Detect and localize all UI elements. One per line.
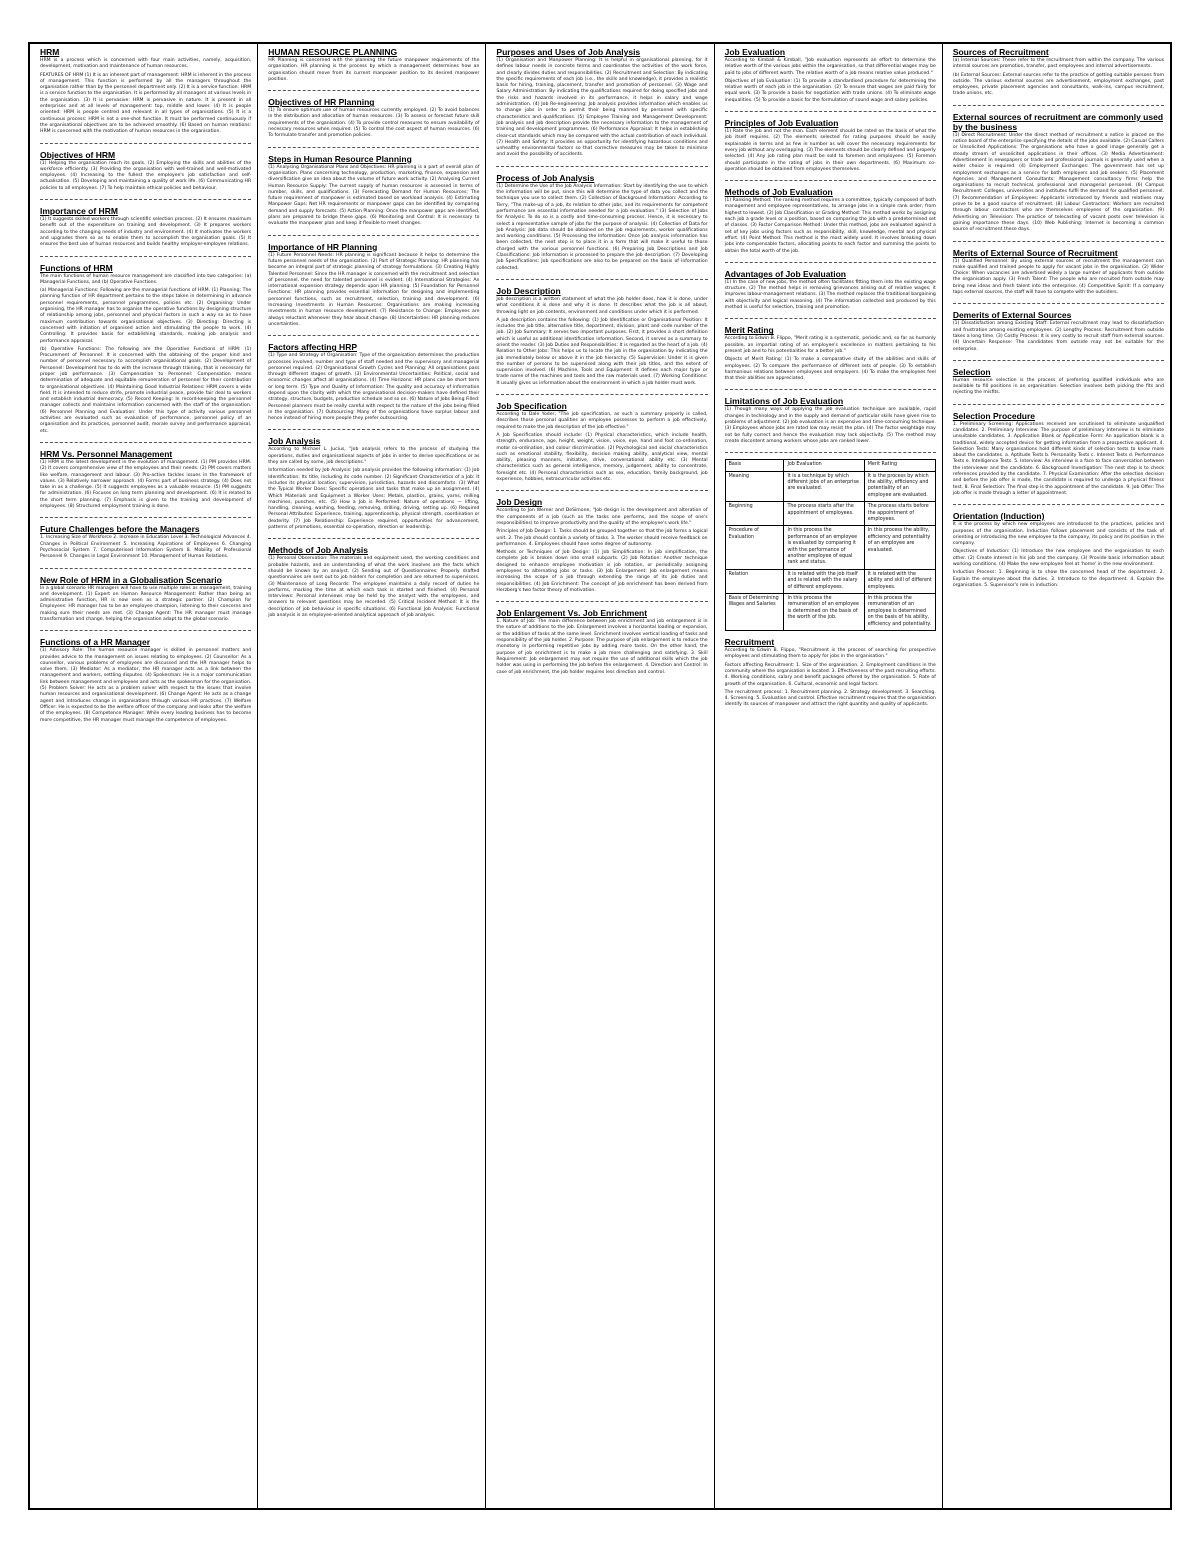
column-2 bbox=[258, 44, 486, 1508]
section-heading: Process of Job Analysis bbox=[496, 172, 595, 183]
section-paragraph: (1) Advisory Role: The human resource manager is skilled in personnel matters and provides advice to the management on issues relating to employees. (2) Counsellor: As a counsellor, various problems of employees are discussed and the HR manager helps to solve them. (3) Mediator: As a mediator, the HR manager acts as a link between the management and workers, settling disputes. (4) Spokesman: He is a major communication link between management and employees and acts as the spokesman for the organisation. (5) Problem Solver: He acts as a problem solver with respect to the issues that involve human resources and organisational development. (6) Change Agent: He acts as a change agent and introduces change in organisations through various HR practices. (7) Welfare Officer: He is expected to be the welfare officer of the company and looks after the welfare of the employees. (8) Competence Manager: While every leading business has to become more competitive, the HR manager must manage the competence of employees. bbox=[40, 648, 252, 723]
section-heading: Objectives of HRM bbox=[40, 149, 116, 160]
section-paragraph: In a global scenario HR managers will have to use multiple roles as management, training and development. (1) Expert on Human Resource Management: Rather than being an administrative function, HR is now seen as a strategic partner. (2) Champion for Employees: HR manager has to be an employee champion, listening to their concerns and making sure their needs are met. (3) Change Agent: The HR manager must manage transformation and change, helping the organisation adapt to the global scenario. bbox=[40, 585, 252, 622]
section bbox=[40, 263, 251, 443]
section-heading: Principles of Job Evaluation bbox=[724, 118, 839, 129]
section-paragraph: (b) Operative Functions: The following are the Operative Functions of HRM: (1) Procurement of Personnel: It is concerned with the obtaining of the proper kind and number of personnel necessary to accomplish organisational goals. (2) Development of Personnel: Development has to do with the increase through training, that is necessary for proper job performance. (3) Compensation to Personnel: Compensation means determination of adequate and equitable remuneration of personnel for their contribution to organisational objectives. (4) Maintaining Good Industrial Relations: HRM covers a wide field. It is intended to reduce strife, promote industrial peace, provide fair deal to workers and establish industrial democracy. (5) Record Keeping: In record-keeping the personnel manager collects and maintains information concerned with the staff of the organisation. (6) Personnel Planning and Evaluation: Under this type of activity various personnel activities are evaluated such as evaluation of performance, personnel policy of an organisation and its practices, personnel audit, morale survey and performance appraisal, etc. bbox=[40, 346, 252, 434]
section-paragraph: Methods or Techniques of Job Design: (1) Job Simplification: In job simplification, the complete job is broken down into small subparts. (2) Job Rotation: Another technique designed to enhance employee motivation is job rotation, or periodically assigning employees to alternating jobs or tasks. (3) Job Enlargement: Job enlargement means increasing the scope of a job through extending the range of its job duties and responsibilities. (4) Job Enrichment: The concept of job enrichment has been derived from Herzberg's two factor theory of motivation. bbox=[496, 550, 708, 593]
section-paragraph: Objectives of Job Evaluation: (1) To provide a standardised procedure for determining the relative worth of each job in the organisation. (2) To ensure that wages are paid fairly for equal work. (3) To provide a basis for negotiation with trade unions. (4) To eliminate wage inequalities. (5) To provide a basis for the formulation of sound wage and salary policies. bbox=[724, 78, 936, 103]
section bbox=[40, 449, 251, 518]
section-paragraph: 1. Preliminary Screening: Applications received are scrutinised to eliminate unqualified candidates. 2. Preliminary Interview: The purpose of preliminary interview is to eliminate unsuitable candidates. 3. Application Blank or Application Form: An application blank is a traditional, widely accepted device for getting information from a prospective applicant. 4. Selection Tests: Many organisations hold different kinds of selection tests to know more about the candidates. a. Aptitude Tests b. Personality Tests c. Interest Tests d. Performance Tests e. Intelligence Tests. 5. Interview: An interview is a face to face conversation between the interviewer and the candidate. 6. Background Investigation: The next step is to check references provided by the candidate. 7. Physical Examination: After the selection decision and before the job offer is made, the candidate is required to undergo a physical fitness test. 8. Final Selection: The final step is the appointment of the candidate. 9. Job Offer: The job offer is made through a letter of appointment. bbox=[952, 421, 1165, 496]
section-paragraph: (1) To ensure optimum use of human resources currently employed. (2) To avoid balances in the distribution and allocation of human resources. (3) To assess or forecast future skill requirements of the organisation. (4) To provide control measures to ensure availability of necessary resources when required. (5) To control the cost aspect of human resources. (6) To formulate transfer and promotion policies. bbox=[268, 108, 480, 139]
section bbox=[725, 637, 936, 716]
section-heading: Merit Rating bbox=[724, 325, 774, 336]
section-paragraph: (1) Analysing Organisational Plans and Objectives: HR planning is a part of overall plan of organisation. Plans concerning technology, production, marketing, finance, expansion and diversification give an idea about the volume of future work activity. (2) Analysing Current Human Resource Supply: The current supply of human resources is assessed in terms of number, skills, and qualifications. (3) Forecasting Demand for Human Resources: The future requirement of manpower is estimated based on workload analysis. (4) Estimating Manpower Gaps: Net HR requirements or manpower gaps can be identified by comparing demand and supply forecasts. (5) Action Planning: Once the manpower gaps are identified, plans are prepared to bridge these gaps. (6) Monitoring and Control: It is necessary to evaluate the manpower plan and keep it flexible to meet changes. bbox=[268, 164, 480, 227]
section-paragraph: (a) Internal Sources: These refer to the recruitment from within the company. The various internal sources are promotion, transfer, past employees and internal advertisements. bbox=[952, 58, 1165, 70]
table-cell: Beginning bbox=[725, 502, 784, 526]
section-heading: Functions of HRM bbox=[40, 262, 113, 273]
section-paragraph: HRM is a process which is concerned with four main activities, namely, acquisition, development, motivation and maintenance of human resources. bbox=[40, 58, 252, 70]
section-heading: Functions of a HR Manager bbox=[40, 637, 151, 648]
section-heading: Objectives of HR Planning bbox=[268, 97, 375, 108]
section-paragraph: According to Dale Yoder, "The job specification, as such a summary properly is called, describes those personal qualities an employee possesses to perform a job effectively, required to make the job description of the job effective." bbox=[496, 412, 708, 430]
section-heading: HRM bbox=[40, 47, 60, 57]
section-heading: Job Enlargement Vs. Job Enrichment bbox=[496, 608, 648, 619]
table-row bbox=[725, 526, 935, 569]
section bbox=[40, 524, 251, 568]
section bbox=[268, 47, 479, 91]
section-heading: Orientation (Induction) bbox=[952, 511, 1045, 522]
section-paragraph: (b) External Sources: External sources refer to the practice of getting suitable persons from outside. The various external sources are advertisement, employment exchanges, past employees, private placement agencies and consultants, walk-ins, campus recruitment, trade unions, etc. bbox=[952, 72, 1165, 97]
section-heading: HRM Vs. Personnel Management bbox=[40, 448, 173, 459]
section-heading: Job Description bbox=[496, 285, 561, 296]
section-paragraph: (1) Qualified Personnel: By using external sources of recruitment the management can make qualified and trained people to apply for vacant jobs in the organisation. (2) Wider Choice: When vacancies are advertised widely a large number of applicants from outside the organisation apply. (3) Fresh Talent: The people who are recruited from outside may bring new ideas and fresh talent into the enterprise. (4) Competitive Spirit: If a company taps external sources, the staff will have to compete with the outsiders. bbox=[952, 258, 1165, 296]
table-cell: In this process the ability, efficiency and potentiality of an employee are evaluated. bbox=[864, 526, 935, 569]
section-paragraph: Job description is a written statement of what the job holder does, how it is done, under what conditions it is done and why it is done. It describes what the job is all about, throwing light on job contents, environment and conditions under which it is performed. bbox=[496, 296, 708, 315]
table-cell: Procedure of Evaluation bbox=[725, 526, 784, 569]
section bbox=[953, 248, 1164, 305]
study-sheet bbox=[28, 42, 1172, 1510]
section-heading: External sources of recruitment are commonly used by the business bbox=[952, 111, 1164, 132]
section bbox=[268, 545, 479, 626]
table-row bbox=[725, 594, 935, 631]
section bbox=[725, 325, 936, 390]
section-paragraph: Human resource selection is the process of preferring qualified individuals who are available to fill positions in an organisation. Selection involves both picking the fits and rejecting the misfits. bbox=[952, 377, 1165, 396]
table-row bbox=[725, 502, 935, 526]
table-cell: In this process the remuneration of an employee is determined on the basis of his ability, efficiency and potentiality. bbox=[864, 594, 935, 631]
section bbox=[725, 396, 936, 453]
table-cell: In this process the remuneration of an employee is determined on the basis of the worth of the job. bbox=[784, 594, 864, 631]
section-heading: Importance of HR Planning bbox=[268, 241, 378, 252]
section-paragraph: Induction Process: 1. Beginning is to show the concerned head of the department. 2. Explain the employee about the duties. 3. Introduce to the department. 4. Explain the organisation. 5. Supervisor's role in induction. bbox=[952, 570, 1165, 588]
section bbox=[40, 150, 251, 200]
table-header-cell: Job Evaluation bbox=[784, 460, 864, 471]
section-heading: Recruitment bbox=[724, 637, 775, 648]
section-paragraph: (1) Direct Recruitment: Under the direct method of recruitment a notice is placed on the notice board of the enterprise specifying the details of the jobs available. (2) Casual Callers or Unsolicited Applications: The organisations who have a good image generally get a steady stream of unsolicited applications in their offices. (3) Media Advertisement: Advertisement in newspapers or trade and professional journals is generally used when a wider choice is required. (4) Employment Exchanges: The government has set up employment exchanges as a service for both employers and job seekers. (5) Placement Agencies and Management Consultants: Management consultancy firms help the organisations to recruit technical, professional and managerial personnel. (6) Campus Recruitment: Colleges, universities and institutes fulfil the demand for qualified personnel. (7) Recommendation of Employees: Applicants introduced by friends and relatives may prove to be a good source of recruitment. (8) Labour Contractors: Workers are recruited through labour contractors who are themselves employees of the organisation. (9) Advertising on Television: The practice of telecasting of vacant posts over television is gaining importance these days. (10) Web Publishing: Internet is becoming a common source of recruitment these days. bbox=[952, 132, 1165, 233]
section bbox=[496, 401, 707, 491]
section-heading: Demerits of External Sources bbox=[952, 310, 1072, 321]
section-heading: Steps in Human Resource Planning bbox=[268, 153, 412, 164]
section-heading: Purposes and Uses of Job Analysis bbox=[496, 47, 641, 57]
section-paragraph: The main functions of human resource management are classified into two categories: (a) Managerial Functions, and (b) Operative Functions. bbox=[40, 273, 252, 285]
section bbox=[268, 97, 479, 147]
table-header-row bbox=[725, 460, 935, 471]
section bbox=[40, 47, 251, 144]
table-cell: In this process the performance of an employee is evaluated by comparing it with the performance of another employee of equal rank and status. bbox=[784, 526, 864, 569]
section bbox=[725, 118, 936, 181]
table-header-cell: Merit Rating bbox=[864, 460, 935, 471]
table-cell: It is a technique by which different jobs of an enterprise are evaluated. bbox=[784, 471, 864, 502]
section-paragraph: 1. Nature of Job: The main difference between job enrichment and job enlargement is in the nature of additions to the job. Enlargement involves a horizontal loading or expansion, or the addition of tasks at the same level. Enrichment involves vertical loading of tasks and responsibility of the job holder. 2. Purpose: The purpose of job enlargement is to reduce the monotony in performing repetitive jobs by adding more tasks. On the other hand, the purpose of job enrichment is to make a job more challenging and satisfying. 3. Skill Requirement: Job enlargement may not require the use of additional skills which the job holder was using in performing the job before the enlargement. 4. Direction and Control: In case of job enrichment, the job holder requires less direction and control. bbox=[496, 619, 708, 675]
section-paragraph: It is the process by which new employees are introduced to the practices, policies and purposes of the organisation. Induction follows placement and consists of the task of orienting or introducing the new employee to the company, its policy and its position in the company. bbox=[952, 522, 1165, 547]
section-paragraph: (1) It suggests skilled workers through scientific selection process. (2) It ensures maximum benefit out of the expenditure on training and development. (3) It prepares workers according to the changing needs of industry and environment. (4) It motivates the workers and upgrades them so as to enable them to accomplish the organisation goals. (5) It ensures the best use of human resources and builds healthy employer-employee relations. bbox=[40, 217, 252, 248]
section-heading: Limitations of Job Evaluation bbox=[724, 396, 844, 407]
section-paragraph: (1) Personal Observation: The materials and equipment used, the working conditions and probable hazards, and an understanding of what the work involves are the facts which should be known by an analyst. (2) Sending out of Questionnaires: Properly drafted questionnaires are sent out to job holders for completion and are returned to supervisors. (3) Maintenance of Long Records: The employee maintains a daily record of duties he performs, marking the time at which each task is started and finished. (4) Personal Interviews: Personal interviews may be held by the analyst with the employees, and answers to relevant questions may be recorded. (5) Critical Incident Method: It is the description of job behaviour in specific situations. (6) Functional Job Analysis: Functional job analysis is an employee-oriented analytical approach of job analysis. bbox=[268, 556, 480, 618]
table-row bbox=[725, 471, 935, 502]
section-heading: Job Analysis bbox=[268, 436, 321, 447]
section-heading: Merits of External Source of Recruitment bbox=[952, 247, 1118, 258]
section bbox=[953, 367, 1164, 405]
section-heading: Job Evaluation bbox=[724, 47, 786, 57]
section-heading: New Role of HRM in a Globalisation Scenario bbox=[40, 574, 222, 585]
section-paragraph: (1) Rate the job and not the man. Each element should be rated on the basis of what the job itself requires. (2) The elements selected for rating purposes should be easily explainable in terms and as few in number as will cover the necessary requirements for every job without any overlapping. (3) The elements should be clearly defined and properly selected. (4) Any job rating plan must be sold to foremen and employees. (5) Foremen should participate in the rating of jobs in their own departments. (6) Maximum co-operation should be obtained from employees themselves. bbox=[724, 129, 936, 172]
section bbox=[725, 269, 936, 319]
section-heading: Future Challenges before the Managers bbox=[40, 524, 200, 535]
section-heading: Job Design bbox=[496, 497, 543, 508]
section-paragraph: Information needed by Job Analysis: Job analysis provides the following information: (1) Job Identification: Its title, including its code number. (2) Significant Characteristics of a Job: It includes its physical location, supervision, jurisdiction, hazards and discomforts. (3) What the Typical Worker Does: Specific operations and tasks that make up an assignment. (4) Which Materials and Equipment a Worker Uses: Metals, plastics, grains, yarns, milling machines, punches, etc. (5) How a Job is Performed: Nature of operations — lifting, handling, cleaning, washing, feeding, removing, drilling, driving, setting up. (6) Required Personal Attributes: Experience, training, apprenticeship, physical strength, coordination or dexterity. (7) Job Relationship: Experience required, opportunities for advancement, patterns of promotions, essential co-operation, direction or leadership. bbox=[268, 468, 480, 531]
comparison-table bbox=[725, 459, 936, 631]
table-cell: Basis of Determining Wages and Salaries bbox=[725, 594, 784, 631]
column-1 bbox=[30, 44, 258, 1508]
section-paragraph: According to Jon Werner and DeSimone, "Job design is the development and alteration of the components of a job (such as the tasks one performs, and the scope of one's responsibilities) to improve productivity and the quality of the employee's work life." bbox=[496, 508, 708, 526]
section-heading: Selection Procedure bbox=[952, 410, 1036, 421]
section-paragraph: (1) Ranking Method: The ranking method requires a committee, typically composed of both management and employee representatives, to arrange jobs in a simple rank order, from highest to lowest. (2) Job Classification or Grading Method: This method works by assigning each job a grade level or a position, based on comparing the job with a predetermined set of classes. (3) Factor Comparison Method: Under this method, jobs are evaluated against a set of key jobs using factors such as responsibility, skill, knowledge, mental and physical effort. (4) Point Method: This method is the most widely used. It involves breaking down jobs into compensable factors, allocating points to each factor and summing the points to obtain the total worth of the job. bbox=[724, 198, 936, 254]
section-heading: Selection bbox=[952, 366, 991, 377]
section-heading: HUMAN RESOURCE PLANNING bbox=[268, 47, 398, 57]
section bbox=[725, 47, 936, 112]
section bbox=[40, 637, 251, 731]
section-paragraph: A job description contains the following: (1) Job Identification or Organisational Position: It includes the job title, alternative title, department, division, plant and code number of the job. (2) Job Summary: It serves two important purposes. First, it provides a short definition which is useful as additional identification information. Second, it serves as a summary to orient the reader. (3) Job Duties and Responsibilities: It is regarded as the heart of a job. (4) Relation to Other Jobs: This helps us to locate the job in the organisation by indicating the job immediately below or above it in the job hierarchy. (5) Supervision: Under it is given the number of persons to be supervised along with their job titles, and the extent of supervision involved. (6) Machine, Tools and Equipment: It defines each major type or trade name of the machines and tools and the raw materials used. (7) Working Conditions: It usually gives us information about the environment in which a job holder must work. bbox=[496, 317, 708, 386]
table-cell: Relation bbox=[725, 569, 784, 593]
section bbox=[496, 286, 707, 395]
section-paragraph: 1. Increasing Size of Workforce 2. Increase in Education Level 3. Technological Advances 4. Changes in Political Environment 5. Increasing Aspirations of Employees 6. Changing Psychosocial System 7. Computerised Information System 8. Mobility of Professional Personnel 9. Changes in Legal Environment 10. Management of Human Relations. bbox=[40, 535, 252, 560]
section-paragraph: A Job Specification should include: (1) Physical characteristics, which include health, strength, endurance, age, height, weight, vision, voice, eye, hand and foot co-ordination, motor co-ordination, and colour discrimination. (2) Psychological and social characteristics such as emotional stability, flexibility, decision making ability, analytical view, mental ability, pleasing manners, initiative, drive, conversational ability etc. (3) Mental characteristics such as general intelligence, memory, judgement, ability to concentrate, foresight etc. (4) Personal characteristics such as sex, education, family background, job experience, hobbies, extracurricular activities etc. bbox=[496, 432, 708, 483]
section-paragraph: FEATURES OF HRM (1) It is an inherent part of management: HRM is inherent in the process of management. This function is performed by all the managers throughout the organisation rather than by the personnel department only. (2) It is a service function: HRM is a service function to the organisation. It is performed by all managers at various levels in the organisation. (3) It is pervasive: HRM is pervasive in nature. It is present in all enterprises and at all levels of management: top, middle and lower. (4) It is people oriented: HRM is people centred and relevant in all types of organisations. (5) It is a continuous process: HRM is not a one-shot function. It must be performed continuously if the organisational objectives are to be achieved smoothly. (6) Based on human relations: HRM is concerned with the motivation of human resources in the organisation. bbox=[40, 72, 252, 135]
section-paragraph: (1) Type and Strategy of Organisation: Type of the organisation determines the production processes involved, number and type of staff needed and the supervisory and managerial personnel required. (2) Organisational Growth Cycles and Planning: All organisations pass through different stages of growth. (3) Environmental Uncertainties: Political, social and economic changes affect all organisations. (4) Time Horizons: HR plans can be short term or long term. (5) Type and Quality of Information: The quality and accuracy of information depend upon the clarity with which the organisational decision-makers have defined their strategy, structure, budgets, production schedule and so on. (6) Nature of Jobs Being Filled: Personnel planners must be really careful with respect to the nature of the jobs being filled in the organisation. (7) Outsourcing: Many of the organisations have surplus labour and hence instead of hiring more people they prefer outsourcing. bbox=[268, 353, 480, 422]
section-heading: Importance of HRM bbox=[40, 206, 118, 217]
section bbox=[953, 112, 1164, 242]
section bbox=[268, 436, 479, 539]
section-paragraph: (a) Managerial Functions: Following are the managerial functions of HRM. (1) Planning: The planning function of HR department pertains to the steps taken in determining in advance personnel requirements, personnel programmes, policies etc. (2) Organising: Under organising, the HR manager has to organise the operative functions by designing structure of relationship among jobs, personnel and physical factors in such a way so as to have maximum contribution towards organisational objectives. (3) Directing: Directing is concerned with initiation of organised action and stimulating the people to work. (4) Controlling: It provides basis for establishing standards, making job analysis and performance appraisal. bbox=[40, 288, 252, 344]
section-paragraph: The recruitment process: 1. Recruitment planning. 2. Strategy development. 3. Searching. 4. Screening. 5. Evaluation and control. Effective recruitment requires that the organisation identify its sources of manpower and attract the right quantity and quality of applicants. bbox=[724, 689, 936, 708]
section-paragraph: According to Kimball & Kimball, "Job evaluation represents an effort to determine the relative worth of the various jobs within the organisation, so that differential wages may be paid to jobs of different worth. The relative worth of a job means relative value produced." bbox=[724, 58, 936, 76]
section-heading: Job Specification bbox=[496, 401, 567, 412]
section-paragraph: (1) Though many ways of applying the job evaluation technique are available, rapid changes in technology and in the supply and demand of particular skills have given rise to problems of adjustment. (2) Job evaluation is an expensive and time-consuming technique. (3) Employees whose jobs are rated low may resist the plan. (4) The factor weightage may not be fully correct and hence the evaluation may lack objectivity. (5) The method may create discontent among workers whose jobs are ranked lower. bbox=[724, 407, 936, 444]
table-cell: Meaning bbox=[725, 471, 784, 502]
section bbox=[953, 47, 1164, 106]
section-paragraph: (1) Helping the organisation reach its goals. (2) Employing the skills and abilities of the workforce efficiently. (3) Providing the organisation with well-trained and well-motivated employees. (4) Increasing to the fullest the employee's job satisfaction and self-actualisation. (5) Developing and maintaining a quality of work life. (6) Communicating HR policies to all employees. (7) To help maintain ethical policies and behaviour. bbox=[40, 160, 252, 191]
section bbox=[496, 173, 707, 280]
section-paragraph: (1) Dissatisfaction among Existing Staff: External recruitment may lead to dissatisfaction and frustration among existing employees. (2) Lengthy Process: Recruitment from outside takes a long time. (3) Costly Process: It is very costly to recruit staff from external sources. (4) Uncertain Response: The candidates from outside may not be suitable for the enterprise. bbox=[952, 321, 1165, 352]
section-paragraph: HR Planning is concerned with the planning the future manpower requirements of the organisation. HR planning is the process by which a management determines how an organisation should move from its current manpower position to its desired manpower position. bbox=[268, 58, 480, 82]
table-cell: It is the process by which the ability, efficiency and potentiality of an employee are evaluated. bbox=[864, 471, 935, 502]
section bbox=[953, 411, 1164, 506]
section bbox=[496, 497, 707, 602]
section bbox=[40, 206, 251, 256]
section bbox=[40, 575, 251, 632]
table-cell: It is related with the ability and skill of different employees. bbox=[864, 569, 935, 593]
section-paragraph: (1) HRM is the latest development in the evolution of management. (1) PM provides HRM. (2) It covers comprehensive view of the employees and their needs. (2) PM covers matters like welfare, management and labour. (3) Pro-active tackles issues in the framework of values. (3) Relatively narrower approach. (4) Forms part of business strategy. (4) Does not take in as a challenge. (5) It suggests employees as a valuable resource. (5) PM suggests for administration. (6) Focuses on long term planning and development. (6) It is related to the short term planning. (7) Emphasis is given to the training and development of employees. (8) Structured employment training is done. bbox=[40, 459, 252, 510]
table-cell: The process starts before the appointment of employees. bbox=[864, 502, 935, 526]
column-3 bbox=[486, 44, 714, 1508]
section bbox=[268, 154, 479, 236]
section-heading: Methods of Job Evaluation bbox=[724, 187, 833, 198]
section-paragraph: (1) In the case of new jobs, the method often facilitates fitting them into the existing wage structure. (2) The method helps in removing grievances arising out of relative wages; it improves labour-management relations. (3) The method replaces the traditional bargaining with objectivity and logical reasoning. (4) The information collected and produced by this method is useful for selection, training and promotion. bbox=[724, 279, 936, 311]
table-header-cell: Basis bbox=[725, 460, 784, 471]
section bbox=[268, 242, 479, 337]
section-paragraph: According to Michael L. Jucius, "Job analysis refers to the process of studying the operations, duties and organisational aspects of jobs in order to derive specifications or as they are called by some, job descriptions." bbox=[268, 447, 480, 466]
section-heading: Advantages of Job Evaluation bbox=[724, 268, 846, 279]
section-paragraph: Objects of Merit Rating: (1) To make a comparative study of the abilities and skills of employees. (2) To compare the performance of different sets of people. (3) To establish harmonious relations between employees and employers. (4) To make the employees feel that their abilities are appreciated. bbox=[724, 357, 936, 382]
section bbox=[953, 310, 1164, 360]
section bbox=[953, 511, 1164, 596]
section-heading: Methods of Job Analysis bbox=[268, 545, 369, 556]
section-paragraph: (1) Determine the Use of the Job Analysis Information: Start by identifying the use to which the information will be put, since this will determine the type of data you collect and the technique you use to collect them. (2) Collection of Background Information: According to Terry, "The make-up of a job, its relation to other jobs, and its requirements for competent performance are essential information needed for a job evaluation." (3) Selection of Jobs for Analysis: To do so is a costly and time-consuming process. Hence, it is necessary to select a representative sample of jobs for the purpose of analysis. (4) Collection of Data for Job Analysis: Job data should be obtained on the job requirements, worker qualifications and working conditions. (5) Processing the Information: Once job analysis information has been collected, the next step is to place it in a form that will make it useful to those charged with the various personnel functions. (6) Preparing Job Descriptions and Job Classifications: Job information is processed to prepare the job description. (7) Developing Job Specifications: Job specifications are also to be prepared on the basis of information collected. bbox=[496, 183, 708, 271]
section-heading: Sources of Recruitment bbox=[952, 47, 1049, 57]
column-5 bbox=[943, 44, 1170, 1508]
section bbox=[268, 342, 479, 430]
table-cell: The process starts after the appointment of employees. bbox=[784, 502, 864, 526]
section-paragraph: Objectives of Induction: (1) Introduce the new employee and the organisation to each other. (2) Create interest in his job and the company. (3) Provide basic information about working conditions. (4) Make the new employee feel at 'home' in the new environment. bbox=[952, 549, 1165, 568]
section bbox=[496, 47, 707, 167]
section-paragraph: According to Edwin B. Flippo, "Merit rating is a systematic, periodic and, so far as humanly possible, an impartial rating of an employee's excellence in matters pertaining to his present job and to his potentialities for a better job." bbox=[724, 336, 936, 354]
column-4 bbox=[715, 44, 943, 1508]
section-paragraph: According to Edwin B. Flippo, "Recruitment is the process of searching for prospective employees and stimulating them to apply for jobs in the organisation." bbox=[724, 648, 936, 660]
section-paragraph: Principles of Job Design: 1. Tasks should be grouped together so that the job forms a logical unit. 2. The job should contain a variety of tasks. 3. The worker should receive feedback on performance. 4. Employees should have some degree of autonomy. bbox=[496, 529, 708, 547]
section-heading: Factors affecting HRP bbox=[268, 342, 357, 353]
section-paragraph: Factors affecting Recruitment: 1. Size of the organisation. 2. Employment conditions in the community where the organisation is located. 3. Effectiveness of the past recruiting efforts. 4. Working conditions, salary and benefit packages offered by the organisation. 5. Rate of growth of the organisation. 6. Cultural, economic and legal factors. bbox=[724, 662, 936, 687]
section-paragraph: (1) Organisation and Manpower Planning: It is helpful in organisational planning, for it defines labour needs in concrete terms and coordinates the activities of the work force, and clearly divides duties and responsibilities. (2) Recruitment and Selection: By indicating the specific requirements of each job (i.e., the skills and knowledge), it provides a realistic basis for hiring, training, placement, transfer and promotion of personnel. (3) Wage and Salary Administration: By indicating the qualifications required for doing specified jobs and the risks and hazards involved in its performance, it helps in salary and wage administration. (4) Job Re-engineering: Job analysis provides information which enables us to change jobs in order to permit their being manned by personnel with specific characteristics and qualifications. (5) Employee Training and Management Development: Job analysis and job description provide the necessary information to the management of training and development programmes. (6) Performance Appraisal: It helps in establishing clear-cut standards which may be compared with the actual contribution of each individual. (7) Health and Safety: It provides an opportunity for identifying hazardous conditions and unhealthy environmental factors so that corrective measures may be taken to minimise and avoid the possibility of accidents. bbox=[496, 58, 708, 158]
section bbox=[496, 608, 707, 683]
table-row bbox=[725, 569, 935, 593]
table-cell: It is related with the job itself and is related with the salary of different employees. bbox=[784, 569, 864, 593]
section-paragraph: (1) Future Personnel Needs: HR planning is significant because it helps to determine the future personnel needs of the organisation. (2) Part of Strategic Planning: HR planning has become an integral part of strategic planning of strategy formulations. (3) Creating Highly Talented Personnel: Since the HR manager is concerned with the recruitment and selection of personnel, the need for talented personnel is evident. (4) International Strategies: An international expansion strategy depends upon HR planning. (5) Foundation for Personnel Functions: HR planning provides essential information for designing and implementing personnel functions, such as recruitment, selection, training and development. (6) Increasing Investments in Human Resources: Organisations are making increasing investments in human resource development. (7) Resistance to Change: Employees are always reluctant whenever they hear about change. (8) Uncertainties: HR planning reduces uncertainties. bbox=[268, 252, 480, 327]
section bbox=[725, 187, 936, 263]
